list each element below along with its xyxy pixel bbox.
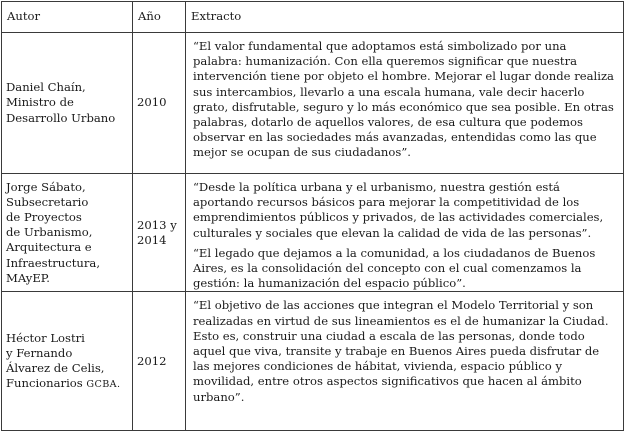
quote-text: “El valor fundamental que adoptamos está simbolizado por una palabra: humanización. Con ella queremos significar que nuestra intervención tiene por objeto el hombre. Mejorar el lugar donde realiza sus intercambios, llevarlo a una escala humana, vale decir hacerlo grato, disfrutable, seguro y lo más económico que sea posible. En otras palabras, dotarlo de aquellos valores, de esa cultura que podemos observar en las sociedades más avanzadas, entendidas como las que mejor se ocupan de sus ciudadanos”. — [193, 39, 614, 160]
quote-text: “El objetivo de las acciones que integran el Modelo Territorial y son realizadas en virtud de sus lineamientos es el de humanizar la Ciudad. Esto es, construir una ciudad a escala de las personas, donde todo aquel que viva, transite y trabaje en Buenos Aires pueda disfrutar de las mejores condiciones de hábitat, vivienda, espacio público y movilidad, entre otros aspectos significativos que hacen al ámbito urbano”. — [193, 298, 609, 404]
cell-extracto — [186, 33, 624, 174]
quote-text: “El legado que dejamos a la comunidad, a los ciudadanos de Buenos Aires, es la consolidación del concepto con el cual comenzamos la gestión: la humanización del espacio público”. — [193, 245, 596, 291]
autor-line: Infraestructura, — [6, 255, 101, 270]
cell-extracto — [186, 174, 624, 292]
autor-line: de Urbanismo, — [6, 225, 93, 240]
cell-autor — [2, 33, 133, 174]
autor-line: Funcionarios — [6, 376, 83, 391]
anio-line: 2013 y — [137, 217, 177, 232]
header-extracto: Extracto — [186, 2, 624, 33]
anio-value: 2010 — [137, 95, 167, 110]
autor-line: Héctor Lostri — [6, 330, 85, 345]
header-row — [2, 2, 624, 33]
autor-line: Desarrollo Urbano — [6, 110, 116, 125]
table-row — [2, 33, 624, 174]
autor-line: Ministro de — [6, 95, 74, 110]
autor-line: Arquitectura e — [6, 240, 92, 255]
quote-text: “Desde la política urbana y el urbanismo, nuestra gestión está aportando recursos básicos para mejorar la competitividad de los emprendimientos públicos y privados, de las actividades comerciales, culturales y sociales que elevan la calidad de vida de las personas”. — [193, 180, 604, 240]
autor-line: MAyEP. — [6, 270, 50, 285]
autor-line: de Proyectos — [6, 209, 82, 224]
cell-autor — [2, 292, 133, 431]
anio-line: 2014 — [137, 232, 167, 247]
autor-line: Álvarez de Celis, — [6, 360, 105, 375]
header-autor: Autor — [2, 2, 133, 33]
autor-line: y Fernando — [6, 345, 73, 360]
cell-autor — [2, 174, 133, 292]
table-row — [2, 174, 624, 292]
header-anio: Año — [133, 2, 186, 33]
autor-line: Jorge Sábato, — [6, 179, 86, 194]
cell-anio — [133, 292, 186, 431]
autor-line: Daniel Chaín, — [6, 80, 86, 95]
cell-anio — [133, 33, 186, 174]
cell-extracto — [186, 292, 624, 431]
table-row — [2, 292, 624, 431]
quotes-table — [1, 1, 624, 431]
autor-suffix: GCBA. — [86, 379, 121, 391]
anio-value: 2012 — [137, 353, 167, 368]
cell-anio — [133, 174, 186, 292]
autor-line: Subsecretario — [6, 194, 89, 209]
